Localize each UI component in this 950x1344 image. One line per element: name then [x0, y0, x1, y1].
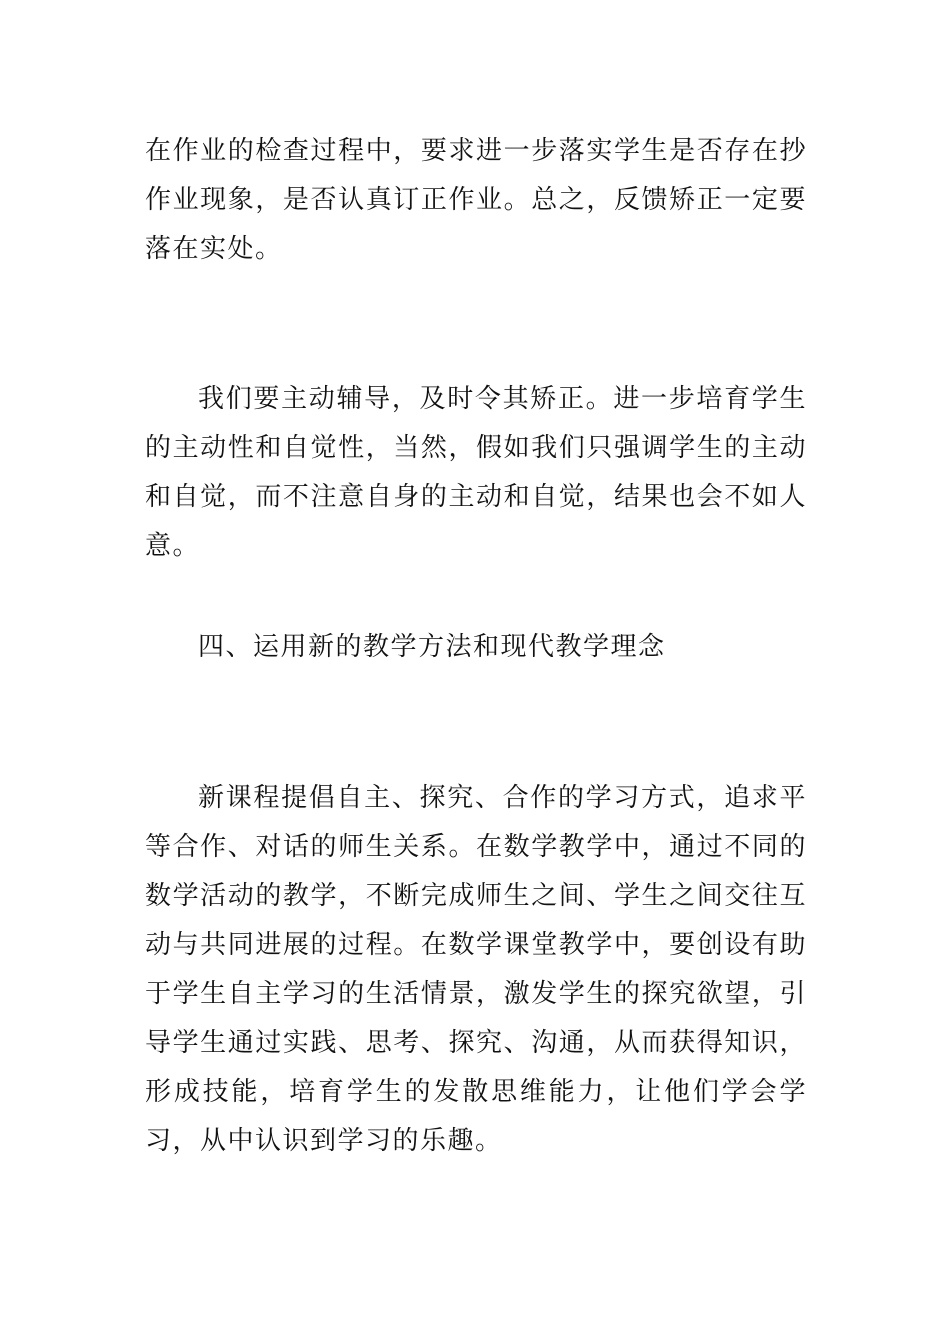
paragraph-active-guidance: 我们要主动辅导，及时令其矫正。进一步培育学生的主动性和自觉性，当然，假如我们只强调学生的主动和自觉，而不注意自身的主动和自觉，结果也会不如人意。	[145, 384, 807, 561]
paragraph-feedback-correction: 在作业的检查过程中，要求进一步落实学生是否存在抄作业现象，是否认真订正作业。总之，反馈矫正一定要落在实处。	[145, 136, 807, 264]
section-heading-four: 四、运用新的教学方法和现代教学理念	[198, 632, 666, 662]
paragraph-new-curriculum: 新课程提倡自主、探究、合作的学习方式，追求平等合作、对话的师生关系。在数学教学中，通过不同的数学活动的教学，不断完成师生之间、学生之间交往互动与共同进展的过程。在数学课堂教学中，要创设有助于学生自主学习的生活情景，激发学生的探究欲望，引导学生通过实践、思考、探究、沟通，从而获得知识，形成技能，培育学生的发散思维能力，让他们学会学习，从中认识到学习的乐趣。	[145, 783, 807, 1156]
